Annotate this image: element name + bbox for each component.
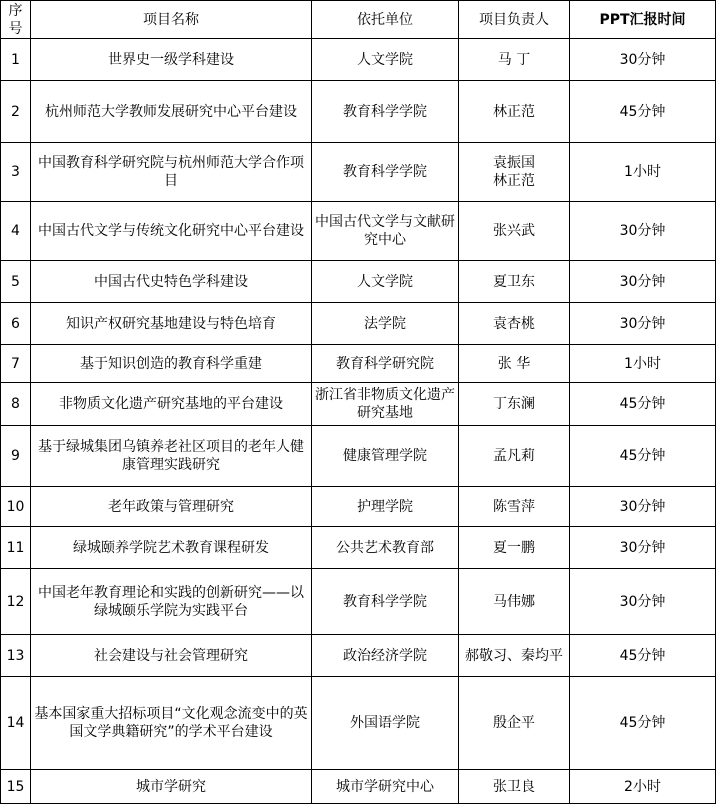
table-row: [1, 202, 716, 261]
cell-no: 13: [1, 635, 31, 677]
cell-unit: 法学院: [312, 303, 459, 345]
cell-name: 世界史一级学科建设: [31, 39, 312, 81]
cell-unit: 人文学院: [312, 39, 459, 81]
table-row: [1, 39, 716, 81]
cell-time: 30分钟: [570, 202, 716, 261]
cell-no: 10: [1, 487, 31, 527]
cell-name: 知识产权研究基地建设与特色培育: [31, 303, 312, 345]
table-row: [1, 426, 716, 487]
cell-name: 基于绿城集团乌镇养老社区项目的老年人健康管理实践研究: [31, 426, 312, 487]
table-row: [1, 261, 716, 303]
cell-time: 30分钟: [570, 487, 716, 527]
cell-name: 中国老年教育理论和实践的创新研究——以绿城颐乐学院为实践平台: [31, 569, 312, 635]
cell-leader: 袁杏桃: [459, 303, 570, 345]
cell-time: 30分钟: [570, 261, 716, 303]
cell-name: 中国古代文学与传统文化研究中心平台建设: [31, 202, 312, 261]
cell-time: 45分钟: [570, 81, 716, 143]
cell-leader: 孟凡莉: [459, 426, 570, 487]
header-name: 项目名称: [31, 1, 312, 39]
table-row: [1, 527, 716, 569]
cell-leader: 马伟娜: [459, 569, 570, 635]
cell-leader: 夏卫东: [459, 261, 570, 303]
cell-time: 45分钟: [570, 635, 716, 677]
table-row: [1, 569, 716, 635]
cell-leader: 张 华: [459, 345, 570, 383]
cell-time: 45分钟: [570, 383, 716, 426]
cell-unit: 中国古代文学与文献研究中心: [312, 202, 459, 261]
header-row: [1, 1, 716, 39]
header-unit: 依托单位: [312, 1, 459, 39]
table-row: [1, 770, 716, 804]
cell-leader: 马 丁: [459, 39, 570, 81]
header-no: 序号: [1, 1, 31, 39]
cell-name: 老年政策与管理研究: [31, 487, 312, 527]
cell-unit: 浙江省非物质文化遗产研究基地: [312, 383, 459, 426]
cell-unit: 健康管理学院: [312, 426, 459, 487]
cell-unit: 教育科学学院: [312, 569, 459, 635]
cell-time: 2小时: [570, 770, 716, 804]
cell-leader: 张兴武: [459, 202, 570, 261]
cell-unit: 教育科学学院: [312, 143, 459, 202]
cell-time: 45分钟: [570, 677, 716, 770]
cell-name: 基本国家重大招标项目“文化观念流变中的英国文学典籍研究”的学术平台建设: [31, 677, 312, 770]
cell-unit: 人文学院: [312, 261, 459, 303]
cell-no: 4: [1, 202, 31, 261]
cell-time: 30分钟: [570, 569, 716, 635]
header-time: PPT汇报时间: [570, 1, 716, 39]
cell-leader: 殷企平: [459, 677, 570, 770]
cell-name: 杭州师范大学教师发展研究中心平台建设: [31, 81, 312, 143]
table-row: [1, 487, 716, 527]
cell-no: 6: [1, 303, 31, 345]
table-row: [1, 677, 716, 770]
cell-time: 30分钟: [570, 39, 716, 81]
cell-time: 45分钟: [570, 426, 716, 487]
cell-name: 中国教育科学研究院与杭州师范大学合作项目: [31, 143, 312, 202]
cell-name: 城市学研究: [31, 770, 312, 804]
cell-unit: 教育科学学院: [312, 81, 459, 143]
cell-no: 15: [1, 770, 31, 804]
cell-no: 9: [1, 426, 31, 487]
table-row: [1, 635, 716, 677]
cell-no: 5: [1, 261, 31, 303]
cell-leader: 丁东澜: [459, 383, 570, 426]
table-row: [1, 143, 716, 202]
table-row: [1, 345, 716, 383]
cell-leader: 袁振国 林正范: [459, 143, 570, 202]
cell-leader: 陈雪萍: [459, 487, 570, 527]
cell-unit: 城市学研究中心: [312, 770, 459, 804]
cell-unit: 护理学院: [312, 487, 459, 527]
table-row: [1, 383, 716, 426]
table-row: [1, 303, 716, 345]
table-row: [1, 81, 716, 143]
cell-no: 3: [1, 143, 31, 202]
cell-no: 12: [1, 569, 31, 635]
cell-unit: 公共艺术教育部: [312, 527, 459, 569]
cell-time: 30分钟: [570, 303, 716, 345]
cell-no: 8: [1, 383, 31, 426]
cell-no: 14: [1, 677, 31, 770]
cell-leader: 郝敬习、秦均平: [459, 635, 570, 677]
cell-name: 非物质文化遗产研究基地的平台建设: [31, 383, 312, 426]
cell-no: 2: [1, 81, 31, 143]
cell-unit: 政治经济学院: [312, 635, 459, 677]
cell-no: 1: [1, 39, 31, 81]
cell-unit: 外国语学院: [312, 677, 459, 770]
cell-name: 基于知识创造的教育科学重建: [31, 345, 312, 383]
cell-name: 绿城颐养学院艺术教育课程研发: [31, 527, 312, 569]
cell-leader: 张卫良: [459, 770, 570, 804]
cell-unit: 教育科学研究院: [312, 345, 459, 383]
cell-name: 中国古代史特色学科建设: [31, 261, 312, 303]
cell-no: 7: [1, 345, 31, 383]
cell-leader: 夏一鹏: [459, 527, 570, 569]
cell-no: 11: [1, 527, 31, 569]
cell-time: 30分钟: [570, 527, 716, 569]
cell-name: 社会建设与社会管理研究: [31, 635, 312, 677]
header-leader: 项目负责人: [459, 1, 570, 39]
cell-time: 1小时: [570, 345, 716, 383]
cell-leader: 林正范: [459, 81, 570, 143]
cell-time: 1小时: [570, 143, 716, 202]
